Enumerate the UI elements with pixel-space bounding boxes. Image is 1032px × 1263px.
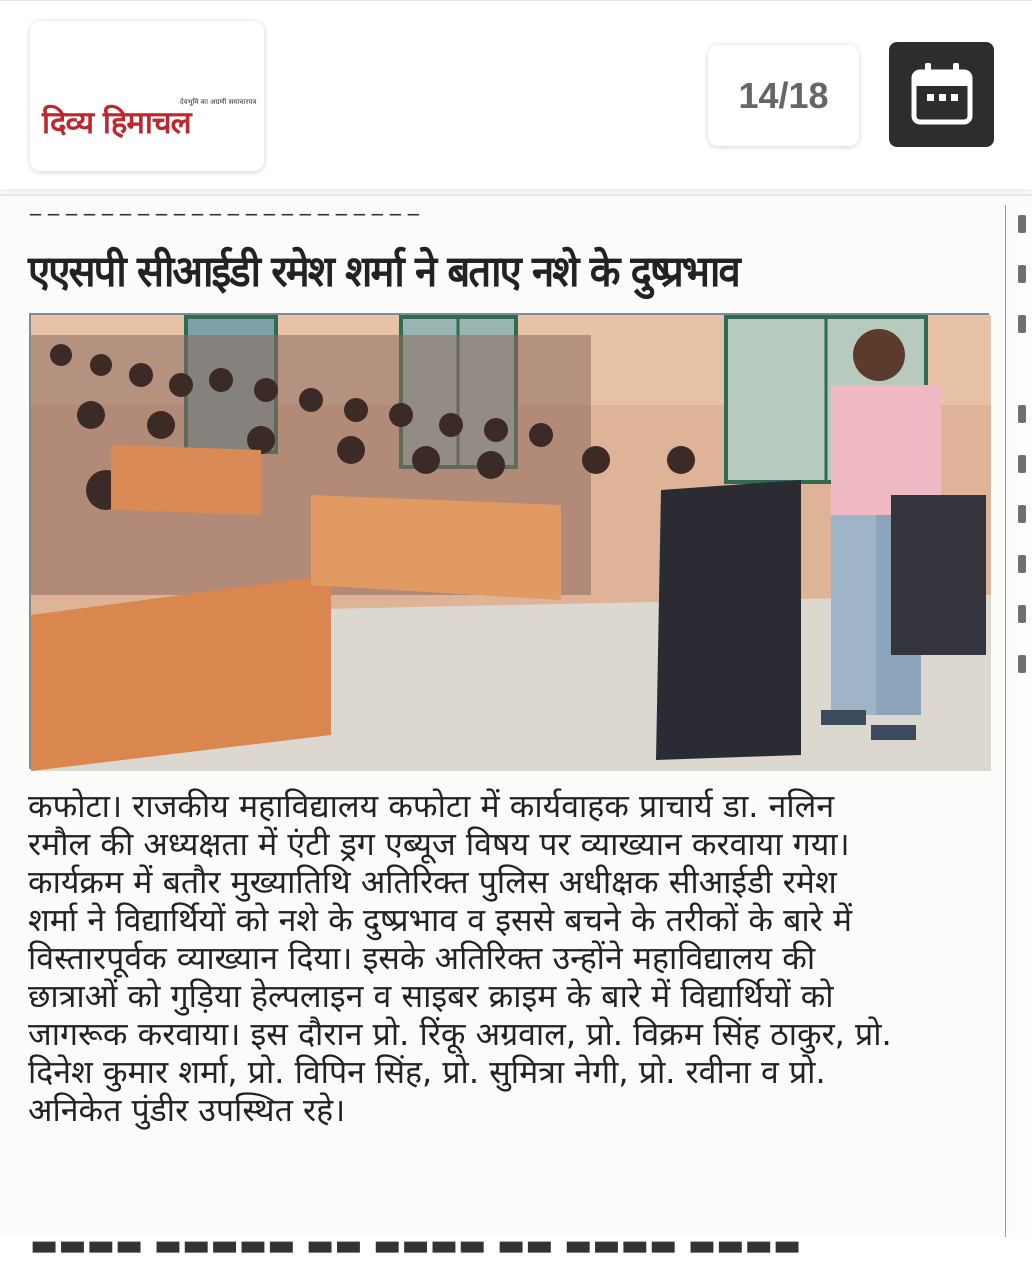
newspaper-logo[interactable] bbox=[30, 21, 264, 171]
cropped-text-bottom: ▬▬▬▬ ▬▬▬▬▬ ▬▬ ▬▬▬▬ ▬▬ ▬▬▬▬ ▬▬▬▬ bbox=[30, 1228, 802, 1263]
column-rule bbox=[1005, 205, 1006, 1237]
adjacent-column-strip bbox=[1010, 205, 1032, 1237]
article-line: दिनेश कुमार शर्मा, प्रो. विपिन सिंह, प्रो. सुमित्रा नेगी, प्रो. रवीना व प्रो. bbox=[28, 1053, 826, 1091]
article-body bbox=[28, 787, 1003, 1129]
article-line: जागरूक करवाया। इस दौरान प्रो. रिंकू अग्रवाल, प्रो. विक्रम सिंह ठाकुर, प्रो. bbox=[28, 1015, 892, 1053]
calendar-icon bbox=[889, 42, 994, 147]
calendar-button[interactable] bbox=[889, 42, 994, 147]
article-line: शर्मा ने विद्यार्थियों को नशे के दुष्प्रभाव व इससे बचने के तरीकों के बारे में bbox=[28, 901, 853, 939]
app-header bbox=[0, 0, 1032, 189]
logo-title: दिव्य हिमाचल bbox=[42, 105, 191, 141]
article-line: विस्तारपूर्वक व्याख्यान दिया। इसके अतिरिक्त उन्होंने महाविद्यालय की bbox=[28, 939, 816, 977]
article-line: छात्राओं को गुड़िया हेल्पलाइन व साइबर क्राइम के बारे में विद्यार्थियों को bbox=[28, 977, 834, 1015]
article-headline: एएसपी सीआईडी रमेश शर्मा ने बताए नशे के दुष्प्रभाव bbox=[28, 247, 739, 297]
article-photo bbox=[29, 313, 989, 769]
article-line: अनिकेत पुंडीर उपस्थित रहे। bbox=[28, 1091, 346, 1129]
page-indicator[interactable]: 14/18 bbox=[708, 45, 859, 146]
cropped-text-top: _ _ _ _ _ _ _ _ _ _ _ _ _ _ _ _ _ _ _ _ _ _ bbox=[30, 191, 419, 216]
logo-tagline: देवभूमि का अग्रणी समाचारपत्र bbox=[180, 98, 257, 106]
article-line: रमौल की अध्यक्षता में एंटी ड्रग एब्यूज विषय पर व्याख्यान करवाया गया। bbox=[28, 825, 850, 863]
article-line: कफोटा। राजकीय महाविद्यालय कफोटा में कार्यवाहक प्राचार्य डा. नलिन bbox=[28, 787, 835, 825]
article-line: कार्यक्रम में बतौर मुख्यातिथि अतिरिक्त पुलिस अधीक्षक सीआईडी रमेश bbox=[28, 863, 837, 901]
